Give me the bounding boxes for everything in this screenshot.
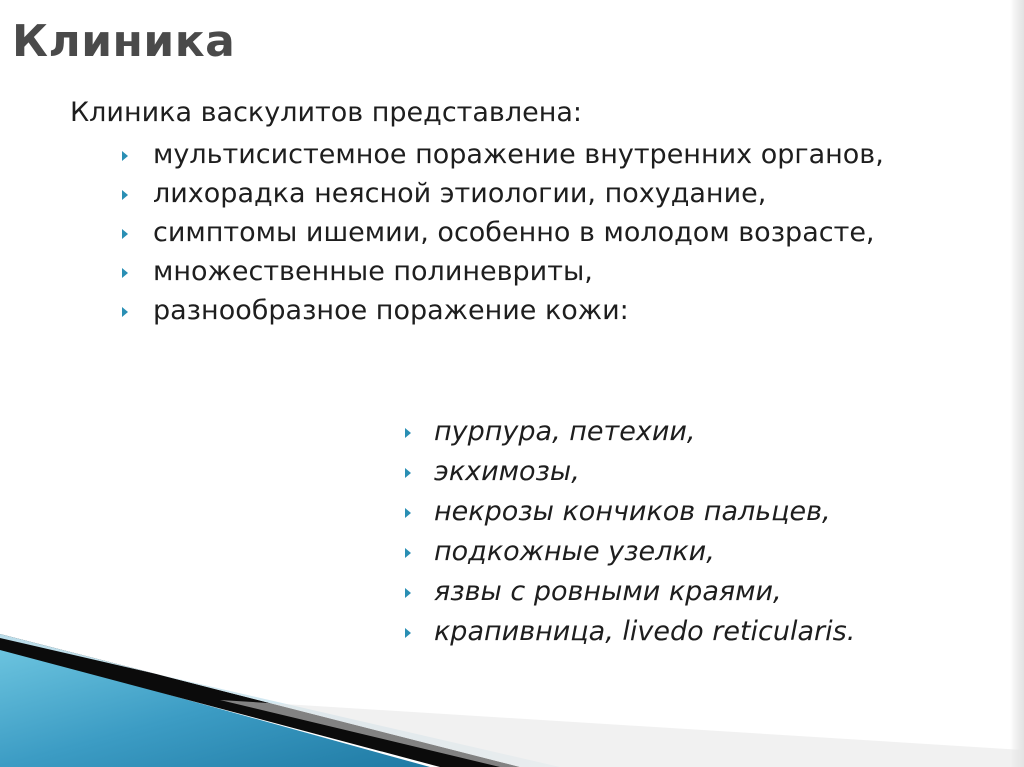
list-item bbox=[120, 294, 966, 327]
triangle-right-icon bbox=[405, 508, 411, 518]
list-item bbox=[120, 177, 966, 210]
sub-list-item-text: крапивница, livedo reticularis. bbox=[434, 616, 856, 647]
triangle-right-icon bbox=[405, 548, 411, 558]
sub-bullet-list bbox=[403, 415, 1003, 655]
sub-list-item bbox=[403, 575, 1003, 609]
triangle-right-icon bbox=[405, 428, 411, 438]
list-item-text: симптомы ишемии, особенно в молодом возрасте, bbox=[153, 217, 875, 248]
bullet-list bbox=[120, 138, 966, 333]
list-item bbox=[120, 138, 966, 171]
sub-list-item bbox=[403, 495, 1003, 529]
sub-list-item-text: пурпура, петехии, bbox=[434, 416, 696, 447]
triangle-right-icon bbox=[405, 588, 411, 598]
list-item bbox=[120, 216, 966, 249]
triangle-right-icon bbox=[122, 268, 128, 278]
list-item-text: множественные полиневриты, bbox=[153, 256, 593, 287]
triangle-right-icon bbox=[122, 229, 128, 239]
triangle-right-icon bbox=[122, 190, 128, 200]
sub-list-item-text: подкожные узелки, bbox=[434, 536, 715, 567]
sub-list-item-text: некрозы кончиков пальцев, bbox=[434, 496, 831, 527]
list-item-text: лихорадка неясной этиологии, похудание, bbox=[153, 178, 767, 209]
list-item-text: мультисистемное поражение внутренних органов, bbox=[153, 139, 884, 170]
sub-list-item-text: язвы с ровными краями, bbox=[434, 576, 782, 607]
triangle-right-icon bbox=[122, 307, 128, 317]
list-item-text: разнообразное поражение кожи: bbox=[153, 295, 629, 326]
slide-title: Клиника bbox=[12, 16, 236, 67]
sub-list-item-text: экхимозы, bbox=[434, 456, 580, 487]
sub-list-item bbox=[403, 535, 1003, 569]
triangle-right-icon bbox=[405, 468, 411, 478]
intro-text: Клиника васкулитов представлена: bbox=[70, 97, 583, 128]
sub-list-item bbox=[403, 415, 1003, 449]
triangle-right-icon bbox=[122, 151, 128, 161]
sub-list-item bbox=[403, 455, 1003, 489]
list-item bbox=[120, 255, 966, 288]
sub-list-item bbox=[403, 615, 1003, 649]
triangle-right-icon bbox=[405, 628, 411, 638]
